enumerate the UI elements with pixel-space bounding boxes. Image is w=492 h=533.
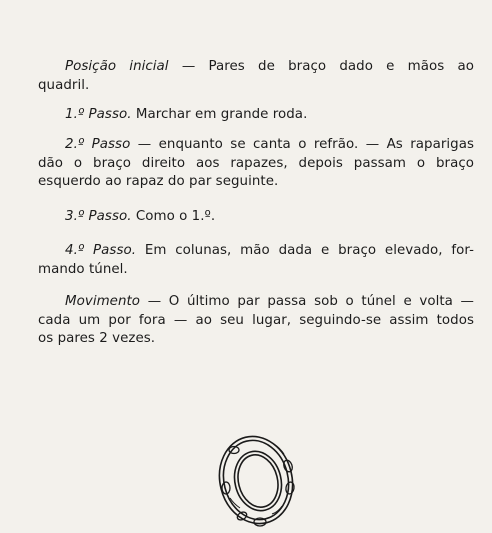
tambourine-icon bbox=[212, 426, 306, 530]
text-passo-4-line2: mando túnel. bbox=[38, 261, 128, 277]
paragraph-passo-2 bbox=[38, 136, 474, 192]
paragraph-passo-1 bbox=[38, 106, 474, 125]
text-movimento-line2: cada um por fora — ao seu lugar, seguindo-se assim todos bbox=[38, 312, 474, 328]
text-passo-2-line3: esquerdo ao rapaz do par seguinte. bbox=[38, 174, 279, 189]
paragraph-movimento bbox=[38, 293, 474, 349]
text-passo-2-line1: — enquanto se canta o refrão. — As raparigas bbox=[130, 137, 475, 152]
label-movimento: Movimento bbox=[65, 294, 141, 309]
label-passo-4: 4.º Passo. bbox=[65, 243, 137, 258]
label-passo-1: 1.º Passo. bbox=[65, 107, 132, 122]
text-movimento-line1: — O último par passa sob o túnel e volta — bbox=[140, 294, 474, 309]
text-movimento-line3: os pares 2 vezes. bbox=[38, 331, 156, 346]
paragraph-passo-4 bbox=[38, 242, 474, 279]
text-passo-3: Como o 1.º. bbox=[131, 209, 216, 224]
text-passo-1: Marchar em grande roda. bbox=[131, 107, 308, 122]
paragraph-passo-3 bbox=[38, 208, 474, 227]
label-posicao-inicial: Posição inicial bbox=[65, 59, 169, 74]
text-passo-2-line2: dão o braço direito aos rapazes, depois passam o braço bbox=[38, 155, 474, 171]
paragraph-posicao-inicial bbox=[38, 58, 474, 95]
text-passo-4-line1: Em colunas, mão dada e braço elevado, for- bbox=[136, 243, 474, 258]
text-posicao-inicial-line1: — Pares de braço dado e mãos ao bbox=[168, 59, 475, 74]
label-passo-2: 2.º Passo bbox=[65, 137, 131, 152]
text-posicao-inicial-line2: quadril. bbox=[38, 77, 90, 93]
label-passo-3: 3.º Passo. bbox=[65, 209, 132, 224]
